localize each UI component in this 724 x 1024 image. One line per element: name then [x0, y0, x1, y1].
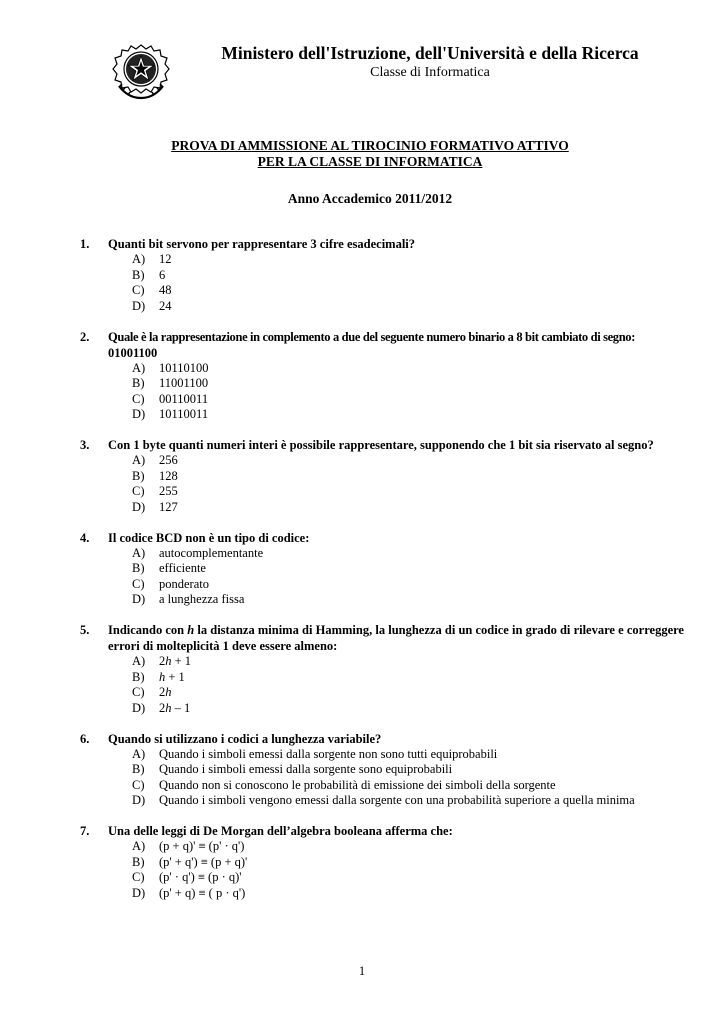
option-text: Quando i simboli emessi dalla sorgente non sono tutti equiprobabili — [159, 746, 498, 761]
question-number: 4. — [80, 530, 90, 545]
option-text: Quando i simboli emessi dalla sorgente sono equiprobabili — [159, 762, 453, 776]
option-label: D) — [132, 499, 146, 514]
question-text: Quale è la rappresentazione in complemento a due del seguente numero binario a 8 bit cambiato di segno: — [108, 329, 636, 344]
option-label: A) — [132, 545, 146, 560]
option-c — [132, 778, 684, 794]
option-text: 256 — [159, 453, 178, 467]
option-list — [108, 747, 684, 809]
option-list — [108, 453, 684, 515]
option-c — [132, 685, 684, 701]
option-label: B) — [132, 376, 145, 390]
option-a — [132, 453, 684, 469]
option-variable: h — [165, 700, 172, 715]
option-a — [132, 747, 684, 763]
option-c — [132, 283, 684, 299]
option-text: autocomplementante — [159, 545, 264, 560]
option-label: B) — [132, 669, 145, 684]
option-label: D) — [132, 700, 146, 715]
option-text: (p' + q') ≡ (p + q)' — [159, 854, 248, 869]
option-label: C) — [132, 870, 145, 884]
option-list — [108, 546, 684, 608]
question-6 — [80, 731, 684, 809]
hamming-variable: h — [187, 623, 195, 637]
option-label: B) — [132, 468, 145, 483]
option-variable: h — [159, 669, 166, 684]
option-text: 10110100 — [159, 360, 209, 375]
option-text: 24 — [159, 298, 172, 313]
option-d — [132, 500, 684, 516]
exam-title-line-1: PROVA DI AMMISSIONE AL TIROCINIO FORMATIVO ATTIVO — [171, 138, 569, 153]
option-label: A) — [132, 360, 146, 375]
option-b — [132, 855, 684, 871]
question-1 — [80, 236, 684, 314]
republic-emblem-logo — [110, 40, 172, 102]
option-text: 128 — [159, 468, 178, 483]
option-label: A) — [132, 746, 146, 761]
page-number: 1 — [358, 964, 366, 978]
question-binary-number: 01001100 — [108, 345, 158, 360]
option-a — [132, 654, 684, 670]
option-a — [132, 839, 684, 855]
option-label: D) — [132, 885, 146, 900]
option-c — [132, 870, 684, 886]
option-label: B) — [132, 561, 145, 575]
question-number: 7. — [80, 824, 90, 838]
option-text: Quando non si conoscono le probabilità di emissione dei simboli della sorgente — [159, 777, 556, 792]
option-text: (p' · q') ≡ (p · q)' — [159, 870, 242, 884]
option-d — [132, 701, 684, 717]
class-subheading: Classe di Informatica — [370, 65, 490, 80]
exam-title — [100, 138, 640, 170]
question-7 — [80, 823, 684, 901]
option-label: D) — [132, 793, 146, 807]
option-label: A) — [132, 654, 146, 668]
option-label: A) — [132, 453, 146, 467]
option-text: Quando i simboli vengono emessi dalla sorgente con una probabilità superiore a quella minima — [159, 793, 635, 807]
option-b — [132, 376, 684, 392]
option-text: 6 — [159, 267, 166, 282]
option-text: efficiente — [159, 561, 206, 575]
option-list — [108, 252, 684, 314]
option-b — [132, 762, 684, 778]
option-text: ponderato — [159, 576, 209, 591]
question-number: 1. — [80, 237, 90, 251]
option-label: D) — [132, 298, 146, 313]
option-label: D) — [132, 592, 146, 606]
option-list — [108, 361, 684, 423]
option-b — [132, 469, 684, 485]
option-label: D) — [132, 407, 146, 421]
option-text: (p + q)' ≡ (p' · q') — [159, 839, 245, 853]
question-5 — [80, 622, 684, 716]
option-d — [132, 299, 684, 315]
question-2 — [80, 329, 684, 423]
question-number: 6. — [80, 731, 90, 746]
question-text: Una delle leggi di De Morgan dell’algebra booleana afferma che: — [108, 824, 453, 838]
option-text: 12 — [159, 252, 172, 266]
option-label: B) — [132, 267, 145, 282]
option-label: A) — [132, 839, 146, 853]
option-term: + 1 — [171, 654, 192, 668]
ministry-heading: Ministero dell'Istruzione, dell'Università e della Ricerca — [221, 43, 639, 63]
option-list — [108, 654, 684, 716]
question-number: 2. — [80, 329, 90, 344]
question-text-part: la distanza minima di Hamming, la lunghezza di un codice in grado di rilevare e correggere errori di molteplicità 1 deve essere almeno: — [108, 623, 684, 653]
question-3 — [80, 437, 684, 515]
option-c — [132, 484, 684, 500]
option-a — [132, 361, 684, 377]
option-a — [132, 252, 684, 268]
option-coefficient: 2 — [159, 685, 166, 699]
option-d — [132, 793, 684, 809]
option-text: 127 — [159, 499, 178, 514]
option-text: a lunghezza fissa — [159, 592, 245, 606]
option-c — [132, 577, 684, 593]
option-label: A) — [132, 252, 146, 266]
page-header — [200, 42, 660, 82]
option-list — [108, 839, 684, 901]
option-label: C) — [132, 283, 145, 297]
option-c — [132, 392, 684, 408]
option-variable: h — [165, 654, 172, 668]
option-label: C) — [132, 685, 145, 699]
option-label: B) — [132, 762, 145, 776]
question-number: 5. — [80, 623, 90, 637]
option-text: 00110011 — [159, 391, 209, 406]
option-text: 11001100 — [159, 376, 209, 390]
question-4 — [80, 530, 684, 608]
option-label: C) — [132, 391, 145, 406]
option-b — [132, 670, 684, 686]
question-text: Il codice BCD non è un tipo di codice: — [108, 530, 310, 545]
option-label: C) — [132, 777, 145, 792]
option-d — [132, 886, 684, 902]
exam-title-line-2: PER LA CLASSE DI INFORMATICA — [257, 154, 483, 169]
option-term: + 1 — [165, 669, 185, 684]
option-coefficient: 2 — [159, 654, 166, 668]
question-text: Con 1 byte quanti numeri interi è possibile rappresentare, supponendo che 1 bit sia riservato al segno? — [108, 438, 654, 452]
option-d — [132, 592, 684, 608]
option-label: B) — [132, 854, 145, 869]
option-text: 10110011 — [159, 407, 209, 421]
option-coefficient: 2 — [159, 700, 166, 715]
academic-year: Anno Accademico 2011/2012 — [287, 191, 453, 206]
question-text: Quando si utilizzano i codici a lunghezza variabile? — [108, 731, 382, 746]
option-term: – 1 — [171, 700, 191, 715]
option-label: C) — [132, 576, 145, 591]
option-b — [132, 268, 684, 284]
question-list — [80, 236, 684, 916]
question-number: 3. — [80, 438, 90, 452]
question-text — [108, 622, 684, 654]
option-a — [132, 546, 684, 562]
option-text: 255 — [159, 484, 178, 498]
question-text-part: Indicando con — [108, 623, 188, 637]
option-variable: h — [165, 685, 172, 699]
option-text: (p' + q) ≡ ( p · q') — [159, 885, 246, 900]
option-d — [132, 407, 684, 423]
question-text: Quanti bit servono per rappresentare 3 cifre esadecimali? — [108, 237, 416, 251]
option-text: 48 — [159, 283, 172, 297]
option-b — [132, 561, 684, 577]
option-label: C) — [132, 484, 145, 498]
